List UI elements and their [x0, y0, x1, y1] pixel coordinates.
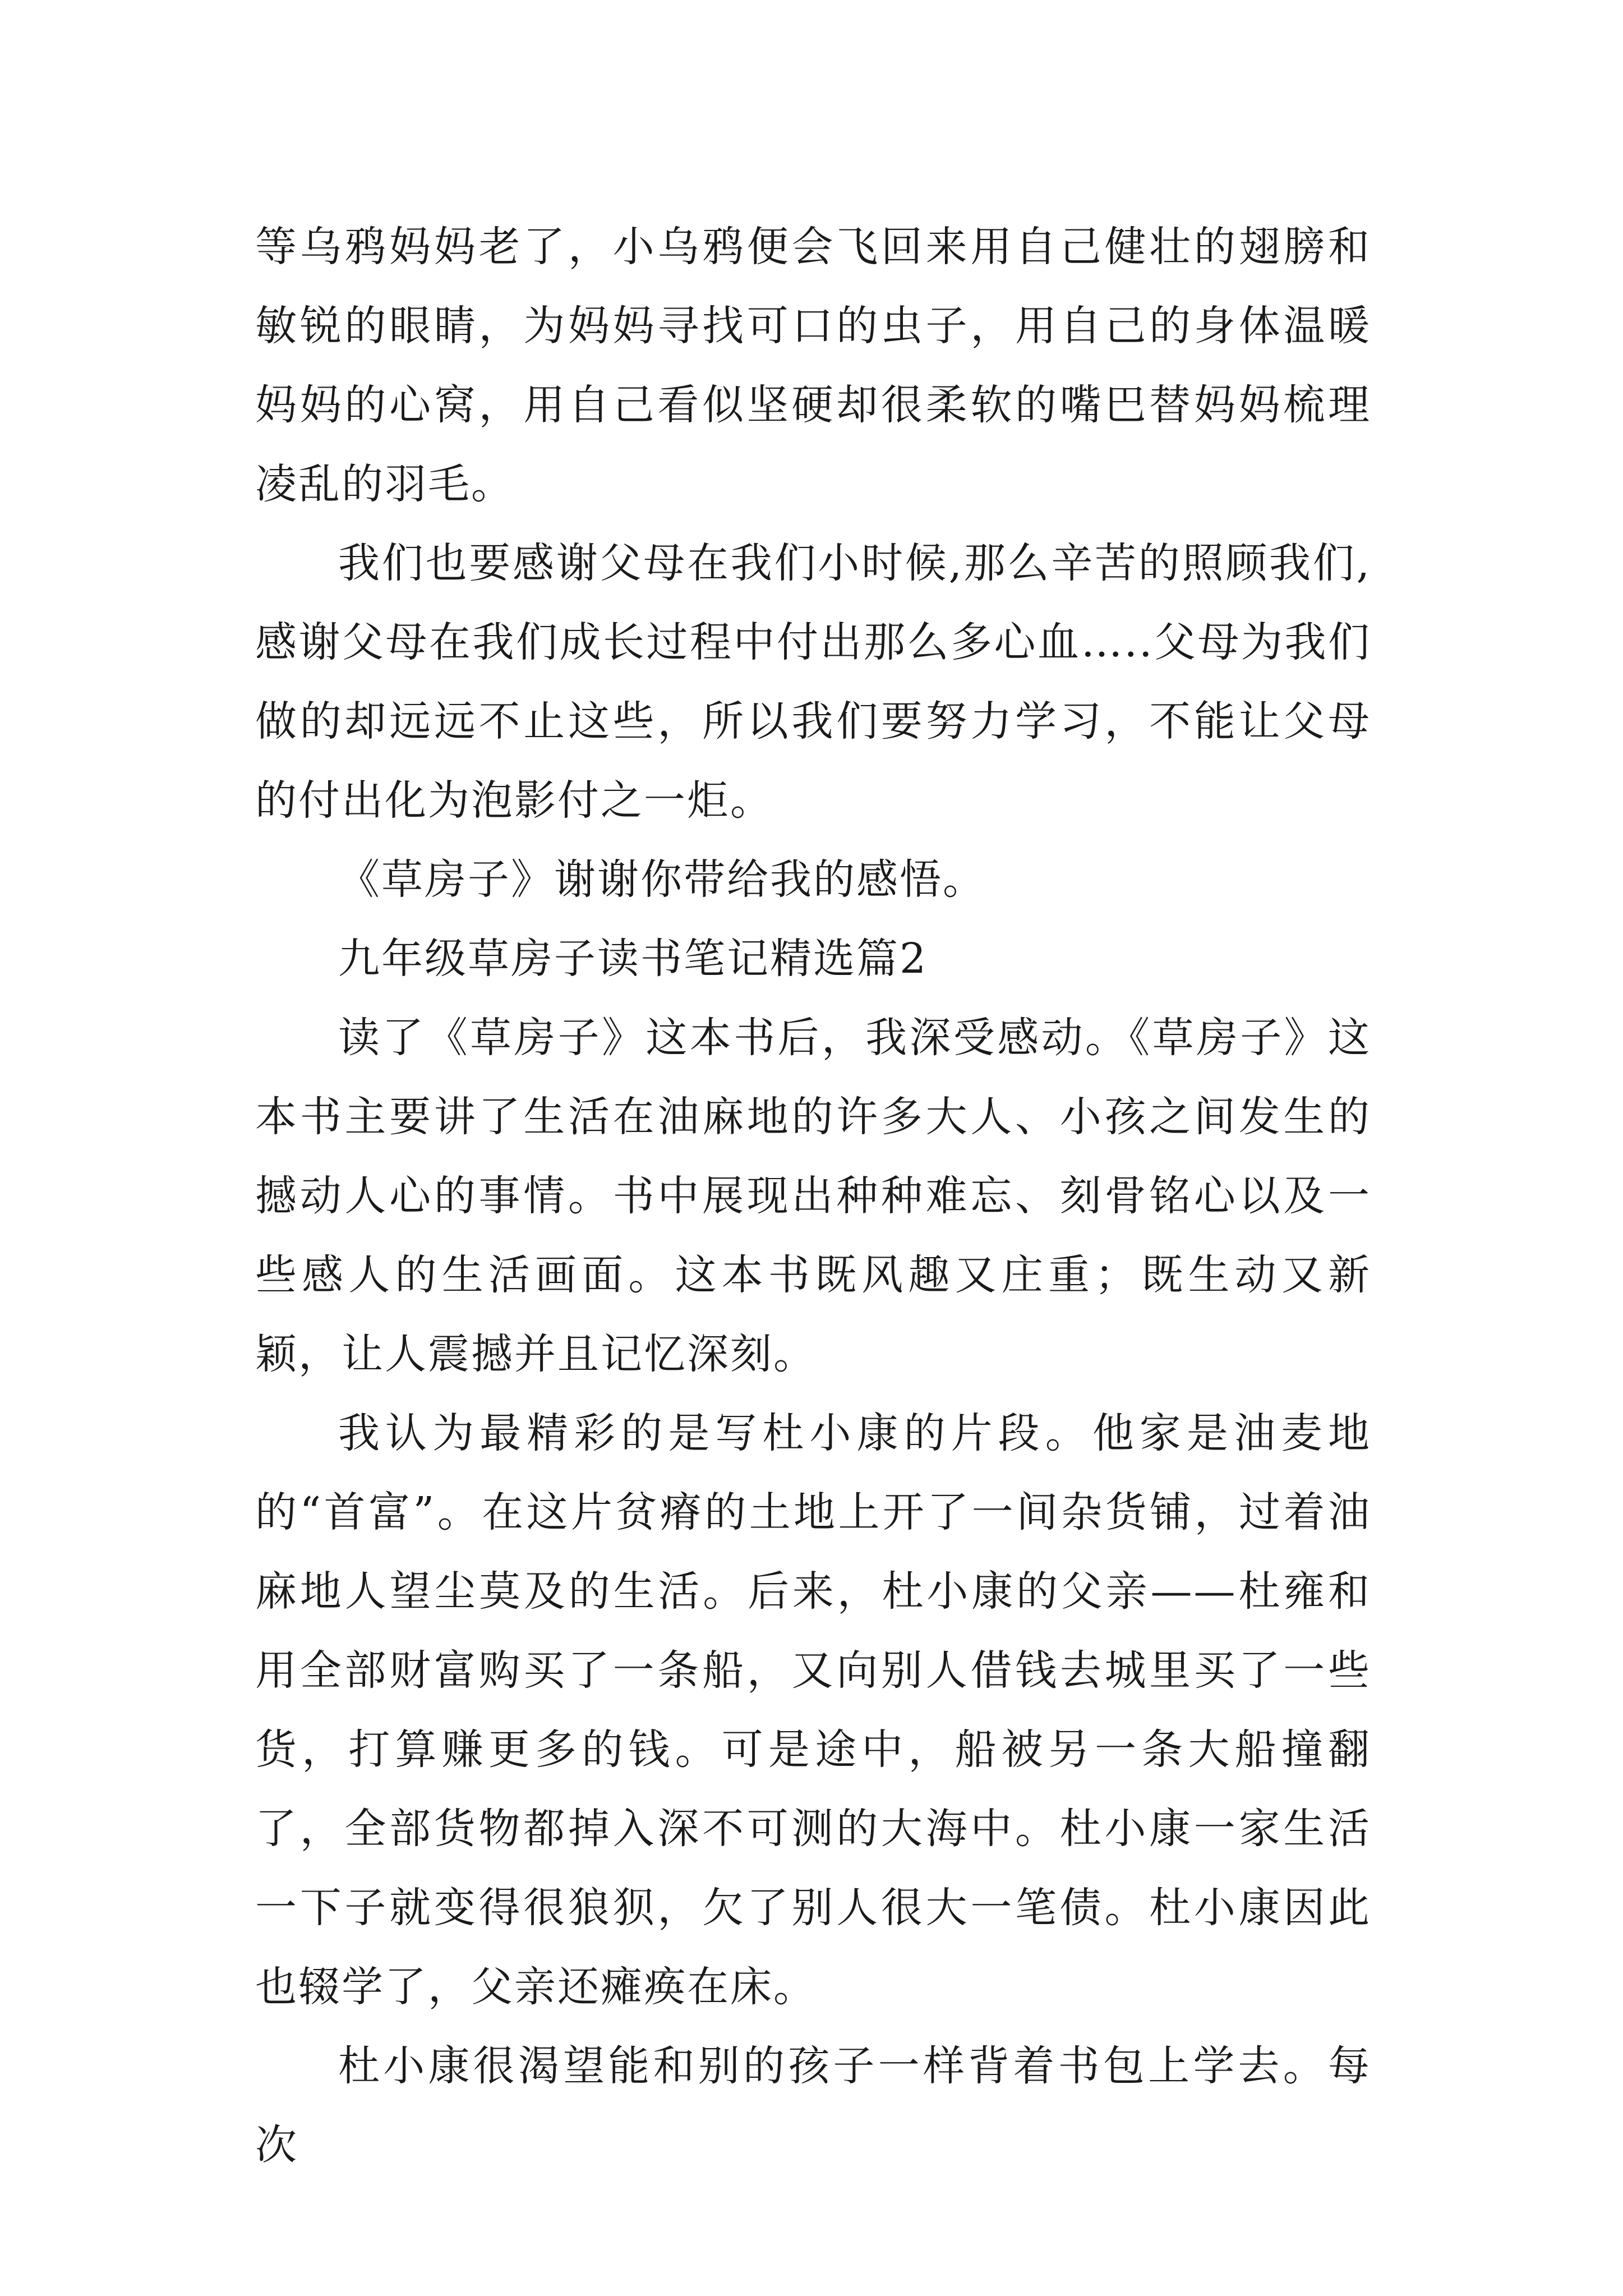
paragraph: 《草房子》谢谢你带给我的感悟。 — [338, 855, 986, 904]
paragraph: 我认为最精彩的是写杜小康的片段。他家是油麦地的“首富”。在这片贫瘠的土地上开了一间杂货铺，过着油麻地人望尘莫及的生活。后来，杜小康的父亲——杜雍和用全部财富购买了一条船，又向别人借钱去城里买了一些货，打算赚更多的钱。可是途中，船被另一条大船撞翻了，全部货物都掉入深不可测的大海中。杜小康一家生活一下子就变得很狼狈，欠了别人很大一笔债。杜小康因此也辍学了，父亲还瘫痪在床。 — [255, 1409, 1371, 2011]
paragraph: 我们也要感谢父母在我们小时候,那么辛苦的照顾我们,感谢父母在我们成长过程中付出那么多心血…..父母为我们做的却远远不止这些，所以我们要努力学习，不能让父母的付出化为泡影付之一炬。 — [255, 539, 1371, 825]
paragraph: 读了《草房子》这本书后，我深受感动。《草房子》这本书主要讲了生活在油麻地的许多大人、小孩之间发生的撼动人心的事情。书中展现出种种难忘、刻骨铭心以及一些感人的生活画面。这本书既风趣又庄重；既生动又新颖，让人震撼并且记忆深刻。 — [255, 1014, 1371, 1378]
section-heading: 九年级草房子读书笔记精选篇2 — [338, 935, 928, 983]
paragraph: 等乌鸦妈妈老了，小乌鸦便会飞回来用自己健壮的翅膀和敏锐的眼睛，为妈妈寻找可口的虫子，用自己的身体温暖妈妈的心窝，用自己看似坚硬却很柔软的嘴巴替妈妈梳理凌乱的羽毛。 — [255, 223, 1371, 508]
paragraph: 杜小康很渴望能和别的孩子一样背着书包上学去。每次 — [255, 2042, 1371, 2169]
document-body — [255, 208, 1371, 2185]
